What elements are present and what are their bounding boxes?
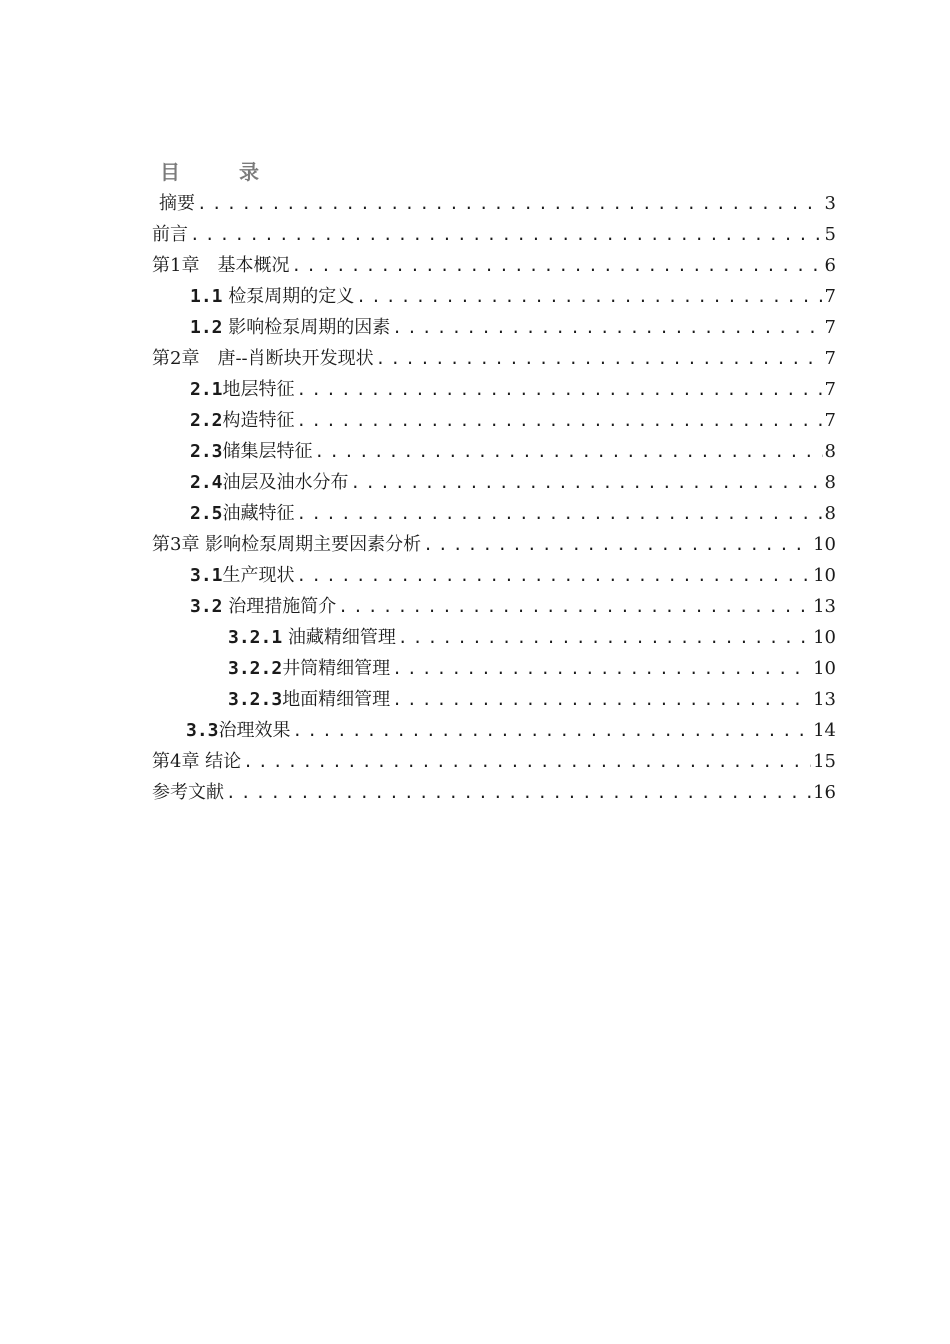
toc-page-number: 7 <box>824 379 836 400</box>
toc-entry[interactable] <box>152 777 836 808</box>
toc-entry-heading <box>190 560 295 591</box>
toc-entry[interactable] <box>152 591 836 622</box>
toc-page-number: 14 <box>813 720 836 741</box>
toc-page-number: 10 <box>813 658 836 679</box>
toc-entry-label: 第4章 结论 <box>152 751 242 772</box>
toc-entry-label: 第1章 基本概况 <box>152 255 290 276</box>
toc-entry-label: 第2章 唐--肖断块开发现状 <box>152 348 374 369</box>
toc-dot-leader <box>376 343 823 374</box>
toc-entry-label: 第3章 影响检泵周期主要因素分析 <box>152 534 422 555</box>
toc-dot-leader <box>392 312 822 343</box>
toc-entry[interactable] <box>152 529 836 560</box>
toc-entry-heading <box>228 622 396 653</box>
toc-page-number: 16 <box>813 782 836 803</box>
toc-page-number: 7 <box>824 348 836 369</box>
toc-dot-leader <box>197 188 823 219</box>
toc-dot-leader <box>297 374 823 405</box>
toc-entry[interactable] <box>152 560 836 591</box>
toc-entry[interactable] <box>152 715 836 746</box>
toc-page-number: 3 <box>824 193 836 214</box>
toc-page-number: 8 <box>824 472 836 493</box>
toc-page-number: 7 <box>824 286 836 307</box>
toc-section-number: 3.2 <box>190 596 223 617</box>
toc-entry[interactable] <box>152 343 836 374</box>
toc-entry-heading <box>228 684 390 715</box>
toc-section-number: 1.1 <box>190 286 223 307</box>
toc-section-number: 2.3 <box>190 441 223 462</box>
toc-section-number: 3.1 <box>190 565 223 586</box>
toc-entry-label: 储集层特征 <box>222 441 313 462</box>
toc-dot-leader <box>392 684 811 715</box>
toc-entry-label: 油藏精细管理 <box>282 627 396 648</box>
toc-dot-leader <box>392 653 811 684</box>
toc-page-number: 10 <box>813 627 836 648</box>
toc-page-number: 6 <box>824 255 836 276</box>
toc-page-number: 10 <box>813 565 836 586</box>
toc-entry-heading <box>190 281 354 312</box>
table-of-contents <box>152 188 836 808</box>
toc-entry[interactable] <box>152 219 836 250</box>
toc-dot-leader <box>356 281 822 312</box>
toc-entry-label: 地层特征 <box>222 379 295 400</box>
toc-page-number: 10 <box>813 534 836 555</box>
toc-entry-heading <box>190 374 295 405</box>
toc-entry[interactable] <box>152 250 836 281</box>
toc-dot-leader <box>297 405 823 436</box>
toc-entry-label: 生产现状 <box>222 565 295 586</box>
toc-entry[interactable] <box>152 653 836 684</box>
toc-dot-leader <box>315 436 823 467</box>
toc-entry-heading <box>186 715 291 746</box>
toc-entry[interactable] <box>152 312 836 343</box>
toc-entry-label: 摘要 <box>159 193 195 214</box>
toc-entry-heading <box>152 343 374 374</box>
toc-section-number: 1.2 <box>190 317 223 338</box>
toc-entry-heading <box>190 591 336 622</box>
toc-entry[interactable] <box>152 188 836 219</box>
toc-entry[interactable] <box>152 498 836 529</box>
toc-entry[interactable] <box>152 684 836 715</box>
toc-dot-leader <box>243 746 811 777</box>
toc-dot-leader <box>351 467 823 498</box>
toc-entry-label: 构造特征 <box>222 410 295 431</box>
toc-section-number: 3.2.1 <box>228 627 283 648</box>
toc-dot-leader <box>226 777 811 808</box>
toc-dot-leader <box>297 498 823 529</box>
toc-entry-label: 地面精细管理 <box>282 689 391 710</box>
toc-page-number: 7 <box>824 317 836 338</box>
toc-entry-heading <box>152 746 241 777</box>
toc-dot-leader <box>190 219 823 250</box>
toc-entry-label: 检泵周期的定义 <box>222 286 355 307</box>
toc-entry-heading <box>190 312 390 343</box>
toc-section-number: 2.1 <box>190 379 223 400</box>
toc-entry-label: 油层及油水分布 <box>222 472 349 493</box>
toc-entry[interactable] <box>152 622 836 653</box>
toc-dot-leader <box>297 560 812 591</box>
toc-section-number: 3.3 <box>186 720 219 741</box>
toc-section-number: 3.2.3 <box>228 689 283 710</box>
toc-entry-heading <box>152 219 188 250</box>
toc-entry[interactable] <box>152 281 836 312</box>
toc-title: 目 录 <box>160 160 285 184</box>
toc-dot-leader <box>398 622 811 653</box>
toc-entry-heading <box>190 436 313 467</box>
toc-page-number: 13 <box>813 689 836 710</box>
toc-entry[interactable] <box>152 436 836 467</box>
toc-entry-label: 油藏特征 <box>222 503 295 524</box>
toc-dot-leader <box>293 715 812 746</box>
toc-page-number: 13 <box>813 596 836 617</box>
toc-entry-heading <box>228 653 390 684</box>
toc-section-number: 2.5 <box>190 503 223 524</box>
toc-entry-label: 参考文献 <box>152 782 224 803</box>
toc-page-number: 7 <box>824 410 836 431</box>
toc-entry[interactable] <box>152 467 836 498</box>
toc-entry-heading <box>152 777 224 808</box>
toc-entry-heading <box>159 188 195 219</box>
toc-entry-label: 井筒精细管理 <box>282 658 391 679</box>
toc-dot-leader <box>291 250 822 281</box>
toc-page-number: 5 <box>824 224 836 245</box>
toc-section-number: 2.2 <box>190 410 223 431</box>
toc-entry[interactable] <box>152 405 836 436</box>
toc-entry-label: 前言 <box>152 224 188 245</box>
toc-entry-heading <box>190 498 295 529</box>
toc-entry-heading <box>152 529 421 560</box>
toc-entry-heading <box>152 250 289 281</box>
toc-dot-leader <box>423 529 811 560</box>
toc-dot-leader <box>338 591 811 622</box>
toc-page-number: 8 <box>824 503 836 524</box>
toc-section-number: 2.4 <box>190 472 223 493</box>
toc-entry-label: 影响检泵周期的因素 <box>222 317 391 338</box>
toc-entry-label: 治理措施简介 <box>222 596 337 617</box>
toc-section-number: 3.2.2 <box>228 658 283 679</box>
toc-entry-heading <box>190 405 295 436</box>
toc-entry-label: 治理效果 <box>218 720 291 741</box>
toc-page-number: 8 <box>824 441 836 462</box>
toc-entry[interactable] <box>152 746 836 777</box>
toc-entry-heading <box>190 467 349 498</box>
toc-entry[interactable] <box>152 374 836 405</box>
toc-page-number: 15 <box>813 751 836 772</box>
